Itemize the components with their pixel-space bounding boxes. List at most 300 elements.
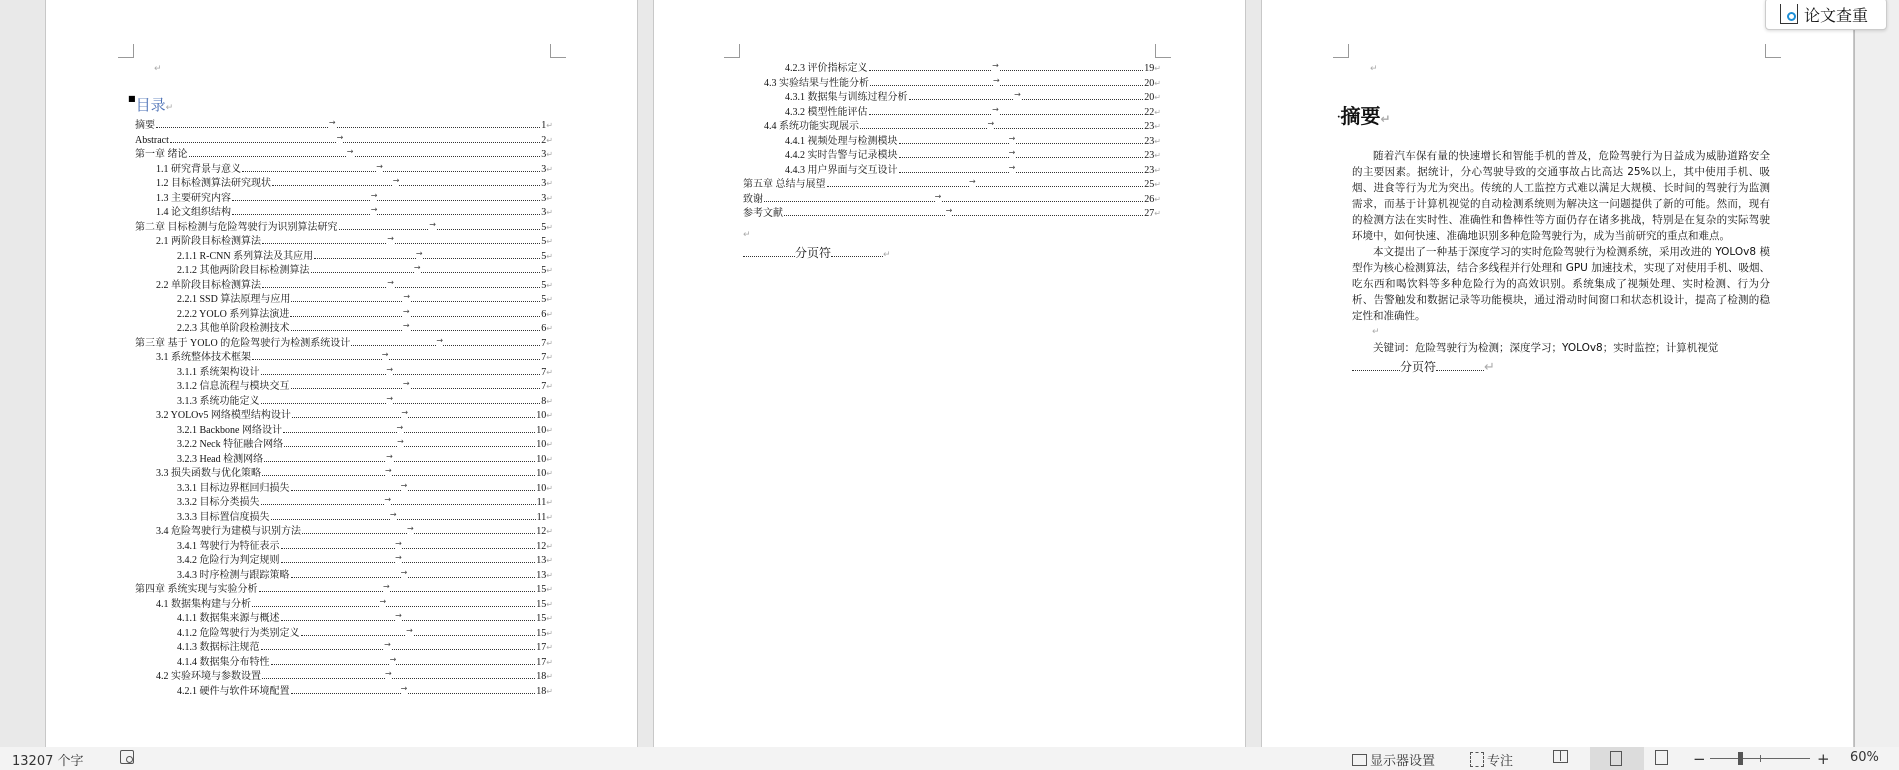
zoom-in-button[interactable]: + — [1817, 750, 1830, 768]
toc-entry[interactable] — [135, 119, 553, 134]
toc-entry-title: 3.4.3 时序检测与跟踪策略 — [177, 569, 290, 581]
tab-arrow-icon: → — [390, 653, 397, 668]
toc-entry-title: 4.4.1 视频处理与检测模块 — [785, 135, 898, 147]
toc-leader-dots — [899, 149, 1144, 158]
toc-entry-title: 2.2.3 其他单阶段检测技术 — [177, 323, 290, 334]
toc-entry-title: 4.1.1 数据集来源与概述 — [177, 613, 280, 624]
toc-entry[interactable] — [743, 135, 1161, 150]
toc-entry[interactable] — [135, 279, 553, 294]
focus-icon — [1470, 752, 1484, 767]
toc-entry[interactable] — [135, 656, 553, 671]
paragraph-mark: ↵ — [546, 208, 553, 217]
paragraph-mark: ↵ — [546, 150, 553, 159]
tab-arrow-icon: → — [1009, 132, 1016, 147]
toc-entry[interactable] — [743, 164, 1161, 179]
paragraph-mark: ↵ — [546, 541, 553, 551]
toc-leader-dots — [262, 467, 535, 476]
paragraph-mark: ↵ — [546, 454, 553, 464]
tab-arrow-icon: → — [384, 638, 391, 653]
paragraph-mark: ↵ — [154, 64, 162, 74]
toc-entry-title: 2.1.1 R-CNN 系列算法及其应用 — [177, 250, 314, 262]
paragraph-mark: ↵ — [546, 570, 553, 580]
toc-entry[interactable] — [135, 293, 553, 308]
toc-leader-dots — [264, 453, 535, 462]
toc-entry[interactable] — [135, 206, 553, 221]
toc-leader-dots — [232, 206, 540, 215]
toc-leader-dots — [311, 264, 541, 273]
word-count[interactable] — [12, 750, 84, 769]
margin-corner-mark — [550, 44, 566, 58]
scrollbar-track[interactable] — [1854, 0, 1899, 747]
toc-leader-dots — [869, 62, 1144, 71]
toc-entry-title: 3.3.2 目标分类损失 — [177, 497, 260, 508]
tab-arrow-icon: → — [397, 421, 404, 436]
toc-entry[interactable] — [743, 149, 1161, 164]
document-page-2 — [653, 0, 1246, 747]
display-settings-button[interactable] — [1352, 750, 1435, 769]
toc-entry[interactable] — [135, 554, 553, 569]
paragraph-mark: ↵ — [1154, 107, 1161, 117]
toc-entry[interactable] — [135, 308, 553, 323]
tab-arrow-icon: → — [935, 190, 942, 205]
toc-entry-title: 2.2.1 SSD 算法原理与应用 — [177, 294, 291, 305]
toc-entry[interactable] — [135, 148, 553, 163]
tab-arrow-icon: → — [429, 218, 436, 233]
status-bar — [0, 747, 1899, 770]
tab-arrow-icon: → — [1009, 146, 1016, 161]
tab-arrow-icon: → — [992, 59, 999, 74]
tab-arrow-icon: → — [407, 522, 414, 537]
tab-arrow-icon: → — [382, 348, 389, 363]
toc-entry-title: 3.1.2 信息流程与模块交互 — [177, 381, 290, 392]
toc-entry-page: 18 — [536, 685, 547, 697]
toc-leader-dots — [262, 235, 540, 244]
paragraph-mark: ↵ — [546, 251, 553, 261]
document-page-1 — [45, 0, 638, 747]
toc-entry-title: 4.2.1 硬件与软件环境配置 — [177, 685, 290, 697]
focus-label: 专注 — [1487, 754, 1514, 769]
toc-entry-page: 18 — [536, 671, 547, 682]
toc-entry[interactable] — [135, 134, 553, 149]
paragraph-mark: ↵ — [1154, 64, 1161, 73]
toc-leader-dots — [302, 525, 535, 534]
table-of-contents — [135, 119, 553, 699]
toc-entry[interactable] — [135, 511, 553, 526]
toc-leader-dots — [232, 192, 540, 201]
toc-entry[interactable] — [135, 351, 553, 366]
toc-entry-page: 25 — [1144, 179, 1155, 190]
paragraph-mark: ↵ — [546, 324, 553, 333]
paragraph-mark: ↵ — [546, 628, 553, 638]
paragraph-mark: ↵ — [546, 483, 553, 493]
word-count-text: 13207 个字 — [12, 754, 84, 769]
toc-leader-dots — [339, 221, 541, 230]
paragraph-mark: ↵ — [1154, 194, 1161, 204]
read-mode-button[interactable] — [1553, 750, 1568, 763]
toc-leader-dots — [291, 293, 540, 302]
tab-arrow-icon: → — [386, 363, 393, 378]
toc-entry-title: 4.3.2 模型性能评估 — [785, 106, 868, 118]
toc-entry[interactable] — [135, 235, 553, 250]
tab-arrow-icon: → — [379, 595, 386, 610]
paragraph-mark: ↵ — [546, 672, 553, 681]
toc-entry-title: Abstract — [135, 134, 169, 146]
toc-leader-dots — [271, 656, 536, 665]
toc-entry-page: 1 — [541, 120, 547, 131]
tab-arrow-icon: → — [371, 189, 378, 204]
toc-entry-page: 17 — [536, 642, 547, 653]
tab-arrow-icon: → — [383, 580, 390, 595]
toc-entry-page: 5 — [541, 236, 547, 247]
toc-entry-title: 4.4.2 实时告警与记录模块 — [785, 150, 898, 161]
toc-entry-title: 4.3 实验结果与性能分析 — [764, 77, 869, 89]
paragraph-mark: ↵ — [546, 614, 553, 623]
paragraph-mark: ↵ — [546, 643, 553, 652]
toc-leader-dots — [860, 120, 1143, 129]
toc-entry-title: 第四章 系统实现与实验分析 — [135, 584, 258, 595]
toc-entry-title: 3.3.3 目标置信度损失 — [177, 511, 270, 523]
toc-entry-title: 3.3.1 目标边界框回归损失 — [177, 482, 290, 494]
toc-entry-page: 7 — [541, 337, 547, 349]
toc-leader-dots — [291, 322, 541, 331]
toc-entry[interactable] — [135, 685, 553, 700]
tab-arrow-icon: → — [946, 204, 953, 219]
paragraph-mark: ↵ — [546, 686, 553, 696]
tab-arrow-icon: → — [992, 103, 999, 118]
toc-entry-title: 1.4 论文组织结构 — [156, 207, 231, 218]
tab-arrow-icon: → — [401, 566, 408, 581]
toc-leader-dots — [301, 627, 536, 636]
paragraph-mark: ↵ — [546, 512, 553, 522]
toc-entry[interactable] — [135, 482, 553, 497]
toc-leader-dots — [189, 148, 541, 157]
abstract-heading: ·摘要↵ — [1337, 104, 1391, 128]
toc-entry-title: 2.2.2 YOLO 系列算法演进 — [177, 308, 290, 320]
tab-arrow-icon: → — [387, 232, 394, 247]
zoom-out-button[interactable]: − — [1693, 750, 1706, 768]
plagiarism-check-label: 论文查重 — [1804, 5, 1869, 25]
page-break-marker: 分页符 ↵ — [743, 244, 891, 261]
paragraph-mark: ↵ — [1154, 165, 1161, 175]
toc-entry[interactable] — [135, 627, 553, 642]
tab-arrow-icon: → — [371, 203, 378, 218]
zoom-level[interactable] — [1850, 750, 1879, 765]
tab-arrow-icon: → — [1009, 161, 1016, 176]
toc-entry-page: 6 — [541, 323, 547, 334]
paragraph-mark: ↵ — [1154, 78, 1161, 88]
tab-arrow-icon: → — [376, 160, 383, 175]
paragraph-mark: ↵ — [546, 498, 553, 507]
tab-arrow-icon: → — [1014, 88, 1021, 103]
toc-leader-dots — [290, 308, 540, 317]
toc-entry-title: 3.2 YOLOv5 网络模型结构设计 — [156, 410, 291, 421]
zoom-slider-thumb[interactable] — [1738, 752, 1743, 765]
paragraph-mark: ↵ — [1154, 93, 1161, 102]
paragraph-mark: ↵ — [546, 367, 553, 377]
toc-entry[interactable] — [743, 91, 1161, 106]
toc-leader-dots — [272, 177, 540, 186]
paragraph-mark: ↵ — [1370, 64, 1378, 74]
toc-leader-dots — [252, 351, 540, 360]
toc-entry-page: 13 — [536, 555, 547, 566]
document-search-icon — [1780, 4, 1798, 24]
toc-leader-dots — [292, 409, 535, 418]
toc-entry[interactable] — [135, 366, 553, 381]
toc-entry-page: 7 — [541, 352, 547, 363]
toc-entry-page: 3 — [541, 192, 547, 204]
toc-entry[interactable] — [743, 77, 1161, 92]
tab-arrow-icon: → — [406, 624, 413, 639]
toc-entry-page: 10 — [536, 482, 547, 494]
toc-entry-page: 10 — [536, 439, 547, 450]
paragraph-mark: ↵ — [1154, 209, 1161, 218]
toc-entry-page: 7 — [541, 381, 547, 392]
toc-leader-dots — [284, 438, 535, 447]
tab-arrow-icon: → — [969, 175, 976, 190]
margin-corner-mark — [1155, 44, 1171, 58]
toc-entry-page: 23 — [1144, 135, 1155, 147]
toc-entry[interactable] — [135, 598, 553, 613]
macro-record-button[interactable] — [120, 750, 134, 764]
toc-entry-title: 1.2 目标检测算法研究现状 — [156, 178, 271, 189]
toc-leader-dots — [291, 569, 536, 578]
toc-entry[interactable] — [135, 540, 553, 555]
tab-arrow-icon: → — [393, 174, 400, 189]
toc-entry[interactable] — [743, 207, 1161, 222]
tab-arrow-icon: → — [397, 435, 404, 450]
toc-leader-dots — [170, 134, 540, 143]
toc-entry[interactable] — [135, 250, 553, 265]
toc-leader-dots — [909, 91, 1144, 100]
toc-entry-title: 2.1.2 其他两阶段目标检测算法 — [177, 265, 310, 276]
toc-entry[interactable] — [135, 322, 553, 337]
tab-arrow-icon: → — [347, 145, 354, 160]
toc-entry-title: 3.1 系统整体技术框架 — [156, 352, 251, 363]
toc-entry-page: 6 — [541, 308, 547, 320]
paragraph-mark: ↵ — [743, 230, 751, 240]
zoom-slider-center-tick — [1760, 755, 1761, 762]
toc-entry[interactable] — [135, 583, 553, 598]
plagiarism-check-button[interactable] — [1765, 0, 1887, 30]
toc-entry-title: 1.1 研究背景与意义 — [156, 163, 241, 175]
toc-entry-title: 参考文献 — [743, 208, 783, 219]
zoom-slider[interactable] — [1710, 758, 1810, 759]
toc-entry-title: 4.2 实验环境与参数设置 — [156, 671, 261, 682]
toc-leader-dots — [784, 207, 1143, 216]
tab-arrow-icon: → — [993, 74, 1000, 89]
toc-leader-dots — [827, 178, 1144, 187]
toc-entry[interactable] — [743, 178, 1161, 193]
toc-entry-title: 摘要 — [135, 120, 155, 131]
paragraph-mark: ↵ — [546, 135, 553, 145]
paragraph-mark: ↵ — [546, 121, 553, 130]
book-icon — [1553, 750, 1568, 763]
toc-entry[interactable] — [135, 525, 553, 540]
toc-entry-title: 第一章 绪论 — [135, 149, 188, 160]
toc-leader-dots — [242, 163, 540, 172]
toc-entry-page: 23 — [1144, 150, 1155, 161]
toc-entry[interactable] — [135, 409, 553, 424]
toc-entry-title: 致谢 — [743, 193, 763, 205]
abstract-body — [1352, 148, 1770, 375]
toc-entry[interactable] — [135, 380, 553, 395]
paragraph-mark: ↵ — [546, 657, 553, 667]
toc-entry[interactable] — [135, 496, 553, 511]
toc-entry[interactable] — [743, 120, 1161, 135]
toc-entry-title: 3.3 损失函数与优化策略 — [156, 468, 261, 479]
toc-entry[interactable] — [743, 62, 1161, 77]
paragraph-mark: ↵ — [546, 396, 553, 406]
toc-entry-title: 4.1.4 数据集分布特性 — [177, 656, 270, 668]
page-break-label: 分页符 — [1400, 360, 1437, 374]
toc-entry-page: 19 — [1144, 63, 1155, 74]
toc-entry[interactable] — [135, 569, 553, 584]
page-break-label: 分页符 — [795, 246, 832, 260]
toc-leader-dots — [291, 685, 536, 694]
toc-entry[interactable] — [135, 221, 553, 236]
toc-entry[interactable] — [135, 424, 553, 439]
toc-entry-page: 11 — [536, 511, 547, 523]
toc-entry-page: 15 — [536, 613, 547, 624]
tab-arrow-icon: → — [384, 493, 391, 508]
toc-entry[interactable] — [743, 106, 1161, 121]
paragraph-mark: ↵ — [546, 382, 553, 391]
toc-title: ■目录↵ — [128, 94, 174, 114]
toc-leader-dots — [252, 598, 535, 607]
tab-arrow-icon: → — [414, 261, 421, 276]
toc-entry-page: 26 — [1144, 193, 1155, 205]
toc-entry[interactable] — [135, 177, 553, 192]
toc-entry-page: 15 — [536, 584, 547, 595]
toc-entry-page: 3 — [541, 149, 547, 160]
toc-entry-page: 3 — [541, 163, 547, 175]
toc-entry-title: 3.1.3 系统功能定义 — [177, 395, 260, 407]
toc-entry-page: 11 — [536, 497, 547, 508]
margin-corner-mark — [1765, 44, 1781, 58]
abstract-paragraph: 随着汽车保有量的快速增长和智能手机的普及，危险驾驶行为日益成为威胁道路安全的主要因素。据统计，分心驾驶导致的交通事故占比高达 25%以上，其中使用手机、吸烟、进食等行为尤为突出。传统的人工监控方式难以满足大规模、长时间的驾驶行为监测需求，而基于计算机视觉的自动检测系统则为解决这一问题提供了新的可能。然而，现有的检测方法在实时性、准确性和鲁棒性等方面仍存在诸多挑战，特别是在复杂的实际驾驶环境中，如何快速、准确地识别多种危险驾驶行为，成为当前研究的重点和难点。 — [1352, 150, 1770, 242]
toc-entry-title: 3.4 危险驾驶行为建模与识别方法 — [156, 526, 301, 537]
paragraph-mark: ↵ — [546, 527, 553, 536]
toc-entry-title: 4.4 系统功能实现展示 — [764, 121, 859, 132]
toc-leader-dots — [156, 119, 540, 128]
toc-entry-page: 20 — [1144, 92, 1155, 103]
toc-leader-dots — [291, 482, 536, 491]
toc-entry[interactable] — [135, 453, 553, 468]
margin-corner-mark — [724, 44, 740, 58]
tab-arrow-icon: → — [395, 537, 402, 552]
toc-entry-title: 1.3 主要研究内容 — [156, 192, 231, 204]
tab-arrow-icon: → — [329, 116, 336, 131]
paragraph-mark: ↵ — [546, 309, 553, 319]
tab-arrow-icon: → — [395, 609, 402, 624]
tab-arrow-icon: → — [386, 392, 393, 407]
toc-entry-title: 3.1.1 系统架构设计 — [177, 366, 260, 378]
toc-entry-title: 第三章 基于 YOLO 的危险驾驶行为检测系统设计 — [135, 337, 351, 349]
toc-entry[interactable] — [135, 395, 553, 410]
paragraph-mark: ↵ — [546, 469, 553, 478]
paragraph-mark: ↵ — [546, 338, 553, 348]
paragraph-mark: ↵ — [546, 353, 553, 362]
web-layout-button[interactable] — [1655, 750, 1668, 765]
abstract-heading-text: 摘要 — [1340, 104, 1381, 128]
table-of-contents — [743, 62, 1161, 222]
paragraph-mark: ↵ — [546, 425, 553, 435]
toc-leader-dots — [262, 670, 535, 679]
toc-entry-page: 5 — [541, 294, 547, 305]
toc-entry-page: 3 — [541, 178, 547, 189]
paragraph-mark: ↵ — [1154, 122, 1161, 131]
tab-arrow-icon: → — [403, 305, 410, 320]
focus-mode-button[interactable] — [1470, 750, 1513, 769]
toc-entry-page: 15 — [536, 627, 547, 639]
paragraph-mark: ↵ — [546, 237, 553, 246]
toc-leader-dots — [261, 641, 536, 650]
tab-arrow-icon: → — [987, 117, 994, 132]
toc-entry[interactable] — [135, 670, 553, 685]
toc-entry[interactable] — [135, 641, 553, 656]
toc-entry[interactable] — [135, 163, 553, 178]
toc-entry-title: 第五章 总结与展望 — [743, 179, 826, 190]
toc-entry-page: 5 — [541, 279, 547, 291]
paragraph-mark: ↵ — [1372, 327, 1380, 337]
toc-leader-dots — [314, 250, 540, 259]
toc-title-text: 目录 — [135, 96, 166, 114]
toc-entry-page: 12 — [536, 540, 547, 552]
toc-entry-page: 3 — [541, 207, 547, 218]
tab-arrow-icon: → — [386, 450, 393, 465]
toc-entry-title: 4.1.2 危险驾驶行为类别定义 — [177, 627, 300, 639]
display-settings-label: 显示器设置 — [1370, 754, 1436, 769]
toc-entry-page: 5 — [541, 265, 547, 276]
toc-leader-dots — [899, 164, 1144, 173]
toc-entry[interactable] — [135, 467, 553, 482]
toc-entry[interactable] — [135, 264, 553, 279]
toc-entry-title: 4.4.3 用户界面与交互设计 — [785, 164, 898, 176]
print-layout-button[interactable] — [1590, 747, 1644, 770]
tab-arrow-icon: → — [416, 247, 423, 262]
toc-entry-page: 15 — [536, 598, 547, 610]
toc-entry-title: 3.4.1 驾驶行为特征表示 — [177, 540, 280, 552]
tab-arrow-icon: → — [390, 508, 397, 523]
tab-arrow-icon: → — [401, 406, 408, 421]
toc-entry-page: 22 — [1144, 106, 1155, 118]
toc-leader-dots — [764, 193, 1143, 202]
toc-leader-dots — [283, 424, 535, 433]
tab-arrow-icon: → — [403, 290, 410, 305]
toc-leader-dots — [259, 583, 536, 592]
document-page-3 — [1261, 0, 1854, 747]
toc-entry-page: 2 — [541, 134, 547, 146]
toc-entry[interactable] — [135, 438, 553, 453]
paragraph-mark: ↵ — [546, 295, 553, 304]
toc-entry-page: 27 — [1144, 208, 1155, 219]
toc-entry-page: 10 — [536, 410, 547, 421]
margin-corner-mark — [118, 44, 134, 58]
toc-entry-title: 3.4.2 危险行为判定规则 — [177, 555, 280, 566]
toc-entry[interactable] — [135, 192, 553, 207]
toc-entry[interactable] — [135, 337, 553, 352]
toc-leader-dots — [261, 395, 541, 404]
toc-leader-dots — [271, 511, 536, 520]
paragraph-mark: ↵ — [546, 266, 553, 275]
display-settings-icon — [1352, 754, 1367, 766]
toc-entry-page: 10 — [536, 424, 547, 436]
paragraph-mark: ↵ — [1154, 136, 1161, 146]
toc-entry-page: 13 — [536, 569, 547, 581]
tab-arrow-icon: → — [403, 319, 410, 334]
toc-entry[interactable] — [135, 612, 553, 627]
toc-leader-dots — [351, 337, 540, 346]
